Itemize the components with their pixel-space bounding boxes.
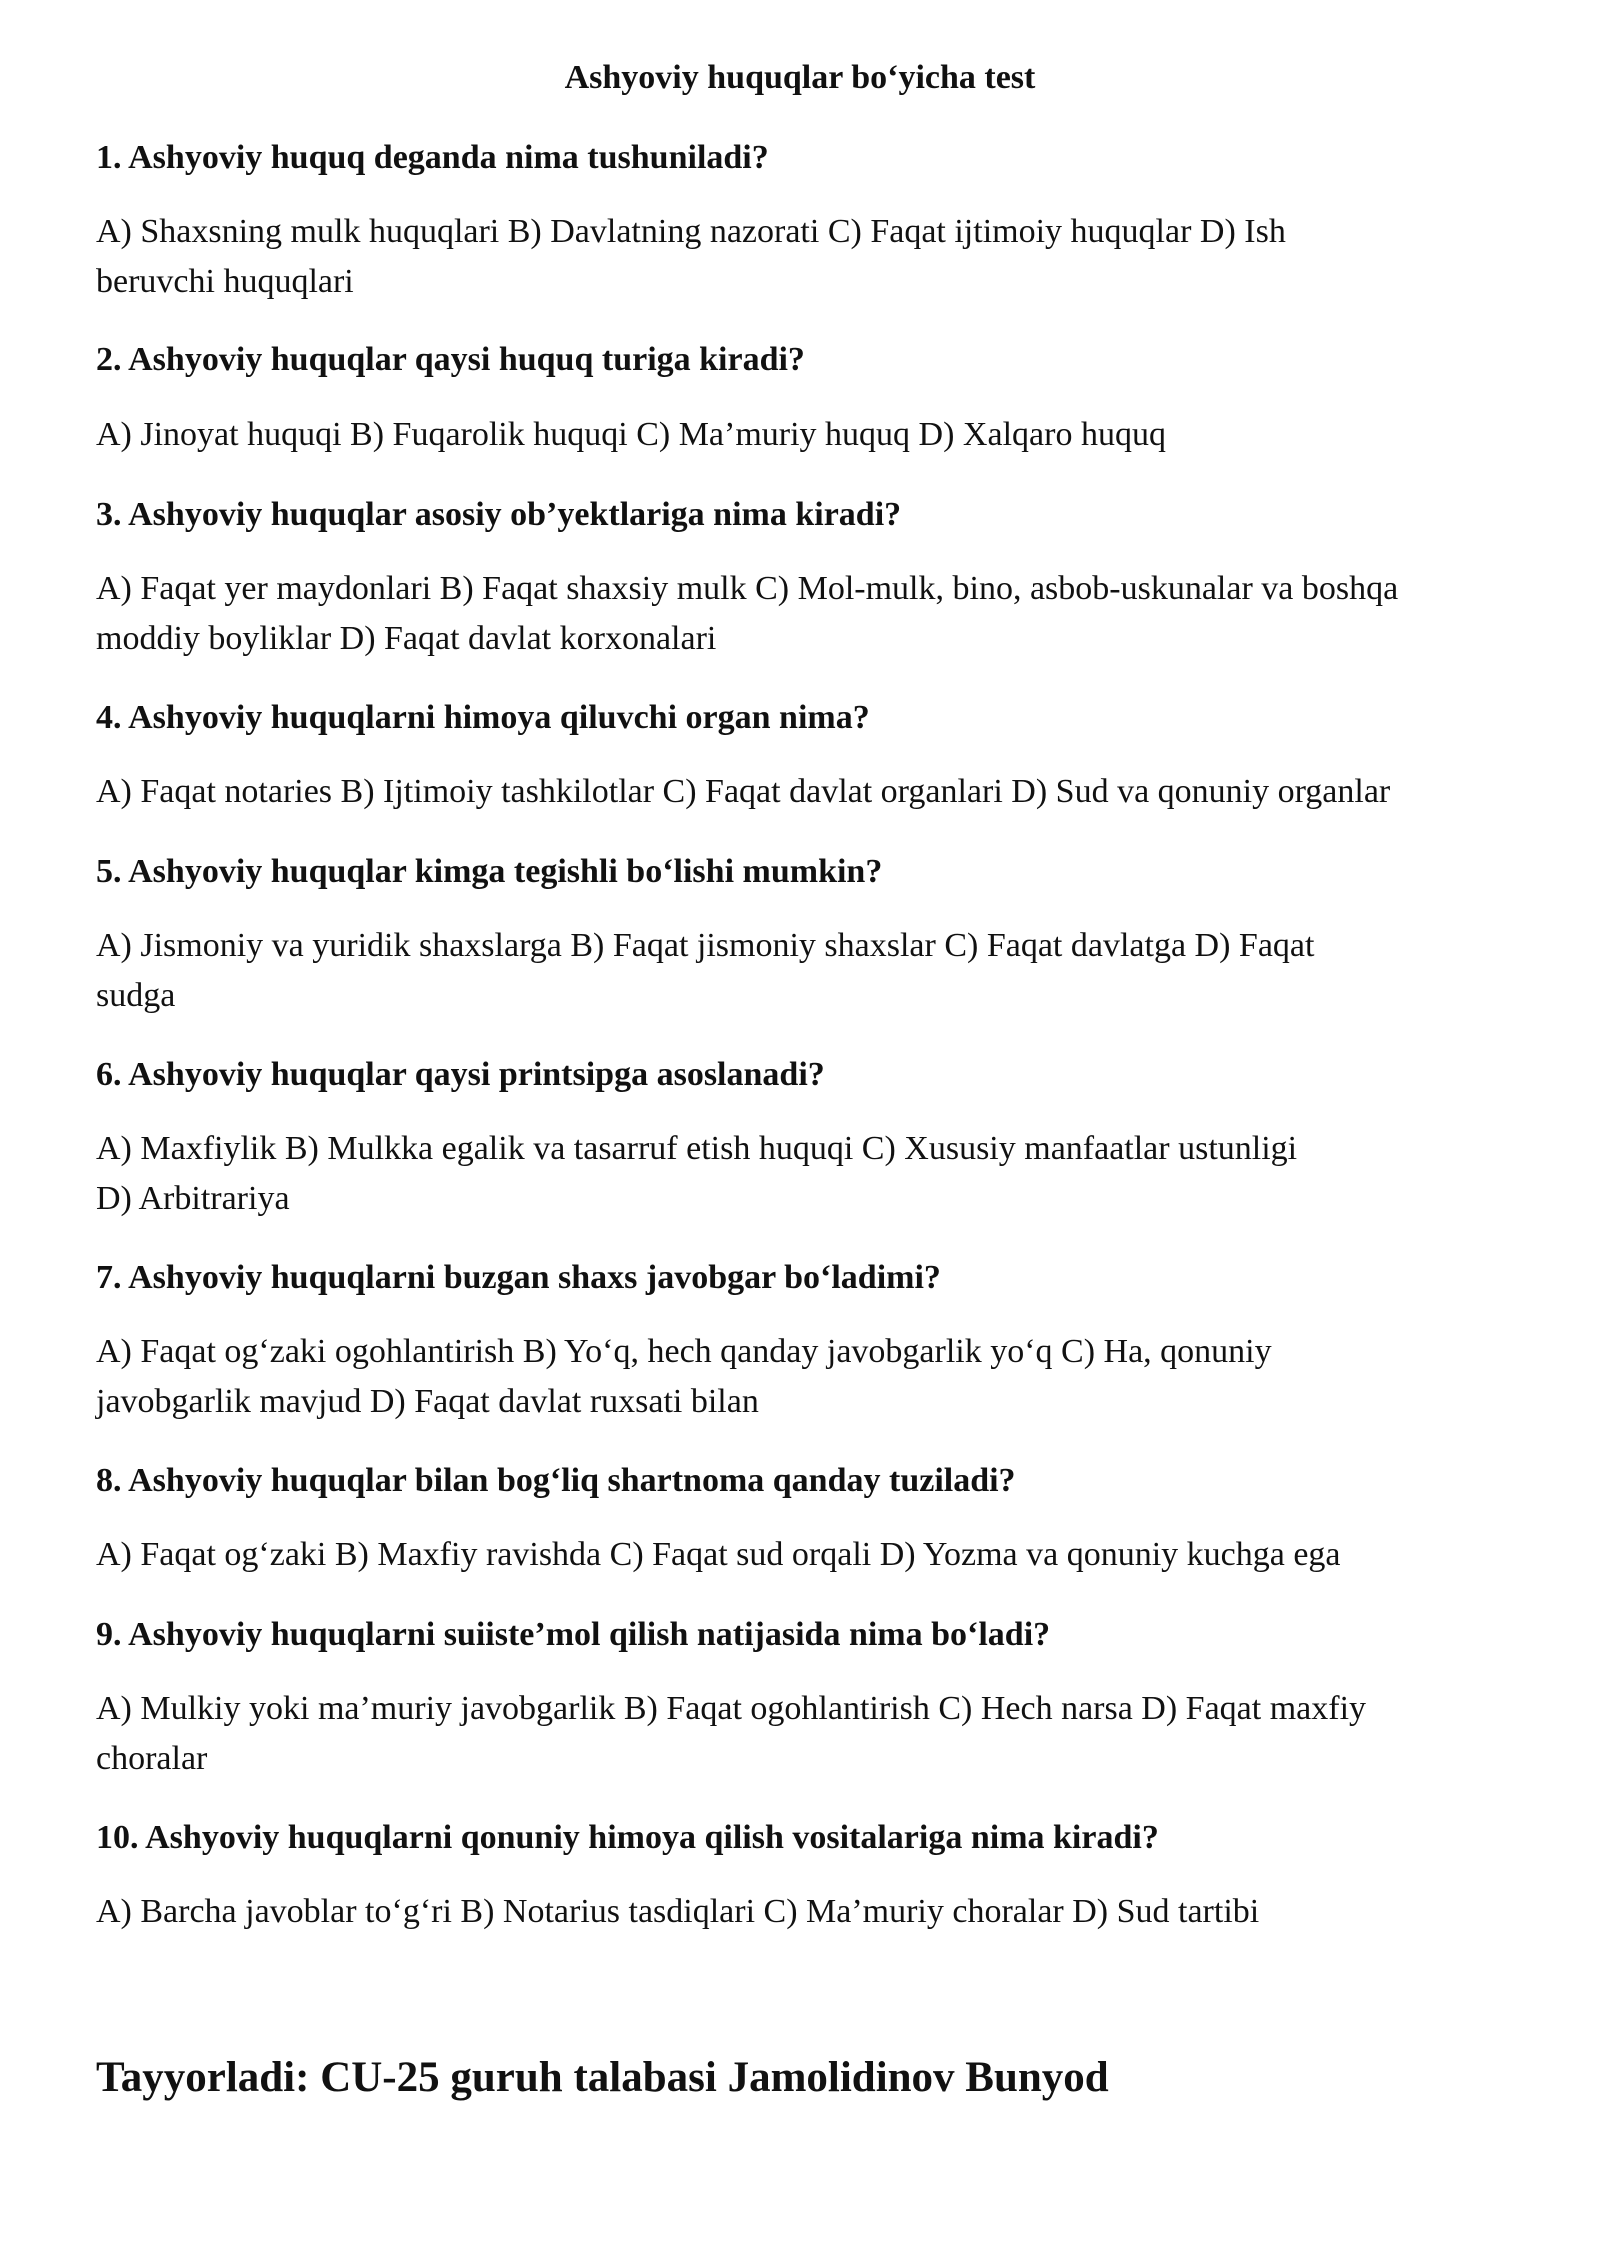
question-8: 8. Ashyoviy huquqlar bilan bog‘liq shartnoma qanday tuziladi? (96, 1462, 1016, 1499)
answer-line: A) Barcha javoblar to‘g‘ri B) Notarius tasdiqlari C) Ma’muriy choralar D) Sud tartibi (96, 1893, 1260, 1930)
answer-line: sudga (96, 977, 176, 1014)
answer-line: A) Shaxsning mulk huquqlari B) Davlatning nazorati C) Faqat ijtimoiy huquqlar D) Ish (96, 213, 1286, 250)
answer-options-8 (96, 1530, 1546, 1580)
answer-options-9 (96, 1684, 1546, 1784)
answer-options-7 (96, 1327, 1546, 1427)
answer-options-2 (96, 410, 1546, 460)
question-2: 2. Ashyoviy huquqlar qaysi huquq turiga kiradi? (96, 341, 805, 378)
answer-line: choralar (96, 1740, 208, 1777)
question-3: 3. Ashyoviy huquqlar asosiy ob’yektlariga nima kiradi? (96, 496, 902, 533)
answer-line: moddiy boyliklar D) Faqat davlat korxonalari (96, 620, 717, 657)
answer-options-1 (96, 207, 1546, 307)
author-signature: Tayyorladi: CU-25 guruh talabasi Jamolidinov Bunyod (96, 2054, 1109, 2101)
answer-line: A) Faqat og‘zaki ogohlantirish B) Yo‘q, hech qanday javobgarlik yo‘q C) Ha, qonuniy (96, 1333, 1272, 1370)
document-title: Ashyoviy huquqlar bo‘yicha test (564, 59, 1036, 96)
question-5: 5. Ashyoviy huquqlar kimga tegishli bo‘lishi mumkin? (96, 853, 883, 890)
question-7: 7. Ashyoviy huquqlarni buzgan shaxs javobgar bo‘ladimi? (96, 1259, 941, 1296)
answer-line: A) Faqat og‘zaki B) Maxfiy ravishda C) Faqat sud orqali D) Yozma va qonuniy kuchga ega (96, 1536, 1341, 1573)
answer-line: D) Arbitrariya (96, 1180, 290, 1217)
answer-line: A) Faqat notaries B) Ijtimoiy tashkilotlar C) Faqat davlat organlari D) Sud va qonuniy organlar (96, 773, 1391, 810)
answer-line: beruvchi huquqlari (96, 263, 354, 300)
answer-line: A) Jinoyat huquqi B) Fuqarolik huquqi C) Ma’muriy huquq D) Xalqaro huquq (96, 416, 1166, 453)
answer-options-3 (96, 564, 1546, 664)
answer-line: A) Faqat yer maydonlari B) Faqat shaxsiy mulk C) Mol-mulk, bino, asbob-uskunalar va boshqa (96, 570, 1399, 607)
question-9: 9. Ashyoviy huquqlarni suiiste’mol qilish natijasida nima bo‘ladi? (96, 1616, 1051, 1653)
question-10: 10. Ashyoviy huquqlarni qonuniy himoya qilish vositalariga nima kiradi? (96, 1819, 1159, 1856)
answer-options-6 (96, 1124, 1546, 1224)
answer-line: javobgarlik mavjud D) Faqat davlat ruxsati bilan (96, 1383, 759, 1420)
question-6: 6. Ashyoviy huquqlar qaysi printsipga asoslanadi? (96, 1056, 825, 1093)
answer-options-5 (96, 921, 1546, 1021)
answer-options-4 (96, 767, 1546, 817)
question-4: 4. Ashyoviy huquqlarni himoya qiluvchi organ nima? (96, 699, 870, 736)
answer-line: A) Maxfiylik B) Mulkka egalik va tasarruf etish huquqi C) Xususiy manfaatlar ustunligi (96, 1130, 1298, 1167)
answer-line: A) Jismoniy va yuridik shaxslarga B) Faqat jismoniy shaxslar C) Faqat davlatga D) Faqat (96, 927, 1315, 964)
answer-line: A) Mulkiy yoki ma’muriy javobgarlik B) Faqat ogohlantirish C) Hech narsa D) Faqat maxfiy (96, 1690, 1367, 1727)
answer-options-10 (96, 1887, 1546, 1937)
question-1: 1. Ashyoviy huquq deganda nima tushuniladi? (96, 139, 769, 176)
